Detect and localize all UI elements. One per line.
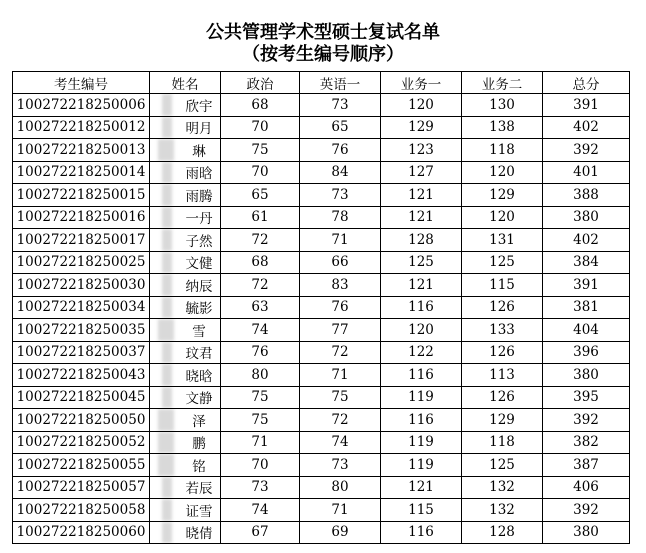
total-score: 402 <box>543 229 630 252</box>
candidate-name: 纳辰 <box>185 278 213 295</box>
candidate-id: 100272218250045 <box>13 386 150 409</box>
redaction-mark <box>162 94 172 116</box>
candidate-table <box>12 71 630 544</box>
total-score: 392 <box>543 499 630 522</box>
table-row <box>13 94 630 117</box>
subject2-score: 130 <box>462 94 543 117</box>
candidate-id: 100272218250035 <box>13 319 150 342</box>
subject2-score: 120 <box>462 161 543 184</box>
politics-score: 63 <box>221 296 300 319</box>
candidate-name-cell <box>150 184 221 207</box>
redaction-mark <box>162 207 172 229</box>
english-score: 74 <box>300 431 381 454</box>
politics-score: 71 <box>221 431 300 454</box>
redaction-mark <box>158 319 174 341</box>
candidate-id: 100272218250055 <box>13 454 150 477</box>
english-score: 72 <box>300 341 381 364</box>
table-row <box>13 476 630 499</box>
candidate-name-cell <box>150 431 221 454</box>
politics-score: 73 <box>221 476 300 499</box>
table-row <box>13 409 630 432</box>
english-score: 73 <box>300 94 381 117</box>
candidate-id: 100272218250060 <box>13 521 150 544</box>
table-row <box>13 116 630 139</box>
redaction-mark <box>162 162 172 184</box>
redaction-mark <box>162 342 172 364</box>
politics-score: 70 <box>221 161 300 184</box>
table-row <box>13 431 630 454</box>
table-row <box>13 386 630 409</box>
header-id: 考生编号 <box>13 72 150 94</box>
total-score: 392 <box>543 139 630 162</box>
candidate-name: 玟君 <box>185 346 213 363</box>
total-score: 402 <box>543 116 630 139</box>
total-score: 387 <box>543 454 630 477</box>
candidate-name-cell <box>150 386 221 409</box>
politics-score: 61 <box>221 206 300 229</box>
candidate-name: 文静 <box>185 391 213 408</box>
redaction-mark <box>162 184 172 206</box>
politics-score: 76 <box>221 341 300 364</box>
total-score: 404 <box>543 319 630 342</box>
subject2-score: 120 <box>462 206 543 229</box>
english-score: 72 <box>300 409 381 432</box>
candidate-name: 证雪 <box>185 503 213 520</box>
candidate-id: 100272218250015 <box>13 184 150 207</box>
english-score: 65 <box>300 116 381 139</box>
header-english: 英语一 <box>300 72 381 94</box>
subject1-score: 121 <box>381 184 462 207</box>
redaction-mark <box>162 274 172 296</box>
candidate-name-cell <box>150 521 221 544</box>
total-score: 382 <box>543 431 630 454</box>
candidate-name: 雨晗 <box>185 166 213 183</box>
candidate-name-cell <box>150 139 221 162</box>
politics-score: 68 <box>221 251 300 274</box>
document-title: 公共管理学术型硕士复试名单 <box>206 22 440 43</box>
candidate-name-cell <box>150 229 221 252</box>
english-score: 71 <box>300 499 381 522</box>
subject2-score: 115 <box>462 274 543 297</box>
candidate-name-cell <box>150 409 221 432</box>
total-score: 406 <box>543 476 630 499</box>
politics-score: 75 <box>221 139 300 162</box>
english-score: 84 <box>300 161 381 184</box>
subject2-score: 128 <box>462 521 543 544</box>
redaction-mark <box>162 229 172 251</box>
subject2-score: 129 <box>462 184 543 207</box>
total-score: 401 <box>543 161 630 184</box>
redaction-mark <box>158 432 174 454</box>
total-score: 380 <box>543 364 630 387</box>
redaction-mark <box>162 387 172 409</box>
subject1-score: 123 <box>381 139 462 162</box>
subject1-score: 119 <box>381 386 462 409</box>
candidate-name-cell <box>150 341 221 364</box>
candidate-id: 100272218250030 <box>13 274 150 297</box>
candidate-name: 子然 <box>185 233 213 250</box>
redaction-mark <box>162 522 172 544</box>
candidate-name: 晓晗 <box>185 368 213 385</box>
politics-score: 80 <box>221 364 300 387</box>
redaction-mark <box>158 454 174 476</box>
candidate-name-cell <box>150 476 221 499</box>
subject2-score: 126 <box>462 386 543 409</box>
subject1-score: 116 <box>381 296 462 319</box>
header-politics: 政治 <box>221 72 300 94</box>
redaction-mark <box>162 252 172 274</box>
politics-score: 70 <box>221 454 300 477</box>
table-row <box>13 206 630 229</box>
candidate-id: 100272218250043 <box>13 364 150 387</box>
candidate-name-cell <box>150 319 221 342</box>
subject2-score: 125 <box>462 251 543 274</box>
total-score: 391 <box>543 274 630 297</box>
redaction-mark <box>162 364 172 386</box>
subject2-score: 132 <box>462 499 543 522</box>
table-header-row <box>13 72 630 94</box>
subject2-score: 125 <box>462 454 543 477</box>
total-score: 380 <box>543 206 630 229</box>
candidate-id: 100272218250013 <box>13 139 150 162</box>
table-row <box>13 319 630 342</box>
politics-score: 74 <box>221 319 300 342</box>
candidate-name: 明月 <box>185 121 213 138</box>
subject2-score: 118 <box>462 431 543 454</box>
candidate-name: 晓倩 <box>185 526 213 543</box>
subject2-score: 126 <box>462 296 543 319</box>
subject1-score: 120 <box>381 94 462 117</box>
candidate-name: 雪 <box>192 323 206 340</box>
english-score: 80 <box>300 476 381 499</box>
total-score: 395 <box>543 386 630 409</box>
subject1-score: 119 <box>381 431 462 454</box>
subject1-score: 120 <box>381 319 462 342</box>
redaction-mark <box>162 297 172 319</box>
table-row <box>13 229 630 252</box>
english-score: 69 <box>300 521 381 544</box>
english-score: 73 <box>300 184 381 207</box>
candidate-name-cell <box>150 274 221 297</box>
candidate-id: 100272218250012 <box>13 116 150 139</box>
candidate-name: 一丹 <box>185 211 213 228</box>
english-score: 71 <box>300 229 381 252</box>
candidate-name-cell <box>150 364 221 387</box>
candidate-name: 欣宇 <box>185 98 213 115</box>
document-subtitle: （按考生编号顺序） <box>242 44 404 65</box>
subject1-score: 116 <box>381 409 462 432</box>
candidate-name-cell <box>150 251 221 274</box>
table-row <box>13 274 630 297</box>
table-row <box>13 341 630 364</box>
subject2-score: 113 <box>462 364 543 387</box>
redaction-mark <box>162 499 172 521</box>
total-score: 380 <box>543 521 630 544</box>
candidate-name-cell <box>150 454 221 477</box>
english-score: 75 <box>300 386 381 409</box>
politics-score: 72 <box>221 229 300 252</box>
total-score: 392 <box>543 409 630 432</box>
redaction-mark <box>162 117 172 139</box>
candidate-name: 铭 <box>192 458 206 475</box>
candidate-id: 100272218250037 <box>13 341 150 364</box>
subject1-score: 121 <box>381 274 462 297</box>
subject1-score: 116 <box>381 364 462 387</box>
header-subject2: 业务二 <box>462 72 543 94</box>
table-row <box>13 364 630 387</box>
candidate-id: 100272218250025 <box>13 251 150 274</box>
header-total: 总分 <box>543 72 630 94</box>
candidate-id: 100272218250034 <box>13 296 150 319</box>
table-row <box>13 184 630 207</box>
table-row <box>13 499 630 522</box>
politics-score: 70 <box>221 116 300 139</box>
candidate-name-cell <box>150 296 221 319</box>
total-score: 396 <box>543 341 630 364</box>
candidate-id: 100272218250016 <box>13 206 150 229</box>
redaction-mark <box>158 139 174 161</box>
candidate-id: 100272218250057 <box>13 476 150 499</box>
total-score: 388 <box>543 184 630 207</box>
candidate-name: 鹏 <box>192 436 206 453</box>
candidate-id: 100272218250058 <box>13 499 150 522</box>
candidate-id: 100272218250052 <box>13 431 150 454</box>
subject1-score: 129 <box>381 116 462 139</box>
subject1-score: 119 <box>381 454 462 477</box>
english-score: 78 <box>300 206 381 229</box>
politics-score: 72 <box>221 274 300 297</box>
subject1-score: 122 <box>381 341 462 364</box>
candidate-name: 泽 <box>192 413 206 430</box>
candidate-name: 若辰 <box>185 481 213 498</box>
candidate-name: 毓影 <box>185 301 213 318</box>
candidate-name-cell <box>150 94 221 117</box>
header-subject1: 业务一 <box>381 72 462 94</box>
politics-score: 65 <box>221 184 300 207</box>
table-row <box>13 251 630 274</box>
subject2-score: 129 <box>462 409 543 432</box>
politics-score: 75 <box>221 386 300 409</box>
table-row <box>13 161 630 184</box>
english-score: 76 <box>300 139 381 162</box>
header-name: 姓名 <box>150 72 221 94</box>
english-score: 73 <box>300 454 381 477</box>
candidate-name-cell <box>150 116 221 139</box>
redaction-mark <box>158 409 174 431</box>
subject1-score: 116 <box>381 521 462 544</box>
candidate-name-cell <box>150 499 221 522</box>
politics-score: 75 <box>221 409 300 432</box>
subject1-score: 127 <box>381 161 462 184</box>
subject1-score: 121 <box>381 206 462 229</box>
politics-score: 74 <box>221 499 300 522</box>
subject2-score: 133 <box>462 319 543 342</box>
total-score: 381 <box>543 296 630 319</box>
candidate-id: 100272218250006 <box>13 94 150 117</box>
subject1-score: 125 <box>381 251 462 274</box>
subject1-score: 128 <box>381 229 462 252</box>
candidate-name: 文健 <box>185 256 213 273</box>
table-row <box>13 454 630 477</box>
redaction-mark <box>162 477 172 499</box>
total-score: 384 <box>543 251 630 274</box>
subject2-score: 131 <box>462 229 543 252</box>
candidate-name-cell <box>150 206 221 229</box>
politics-score: 68 <box>221 94 300 117</box>
subject2-score: 126 <box>462 341 543 364</box>
english-score: 71 <box>300 364 381 387</box>
subject1-score: 115 <box>381 499 462 522</box>
table-row <box>13 139 630 162</box>
candidate-name: 琳 <box>192 143 206 160</box>
table-row <box>13 521 630 544</box>
subject1-score: 121 <box>381 476 462 499</box>
subject2-score: 132 <box>462 476 543 499</box>
candidate-id: 100272218250014 <box>13 161 150 184</box>
politics-score: 67 <box>221 521 300 544</box>
subject2-score: 118 <box>462 139 543 162</box>
total-score: 391 <box>543 94 630 117</box>
candidate-name-cell <box>150 161 221 184</box>
english-score: 77 <box>300 319 381 342</box>
subject2-score: 138 <box>462 116 543 139</box>
english-score: 83 <box>300 274 381 297</box>
candidate-name: 雨腾 <box>185 188 213 205</box>
candidate-id: 100272218250017 <box>13 229 150 252</box>
english-score: 66 <box>300 251 381 274</box>
candidate-id: 100272218250050 <box>13 409 150 432</box>
english-score: 76 <box>300 296 381 319</box>
table-row <box>13 296 630 319</box>
